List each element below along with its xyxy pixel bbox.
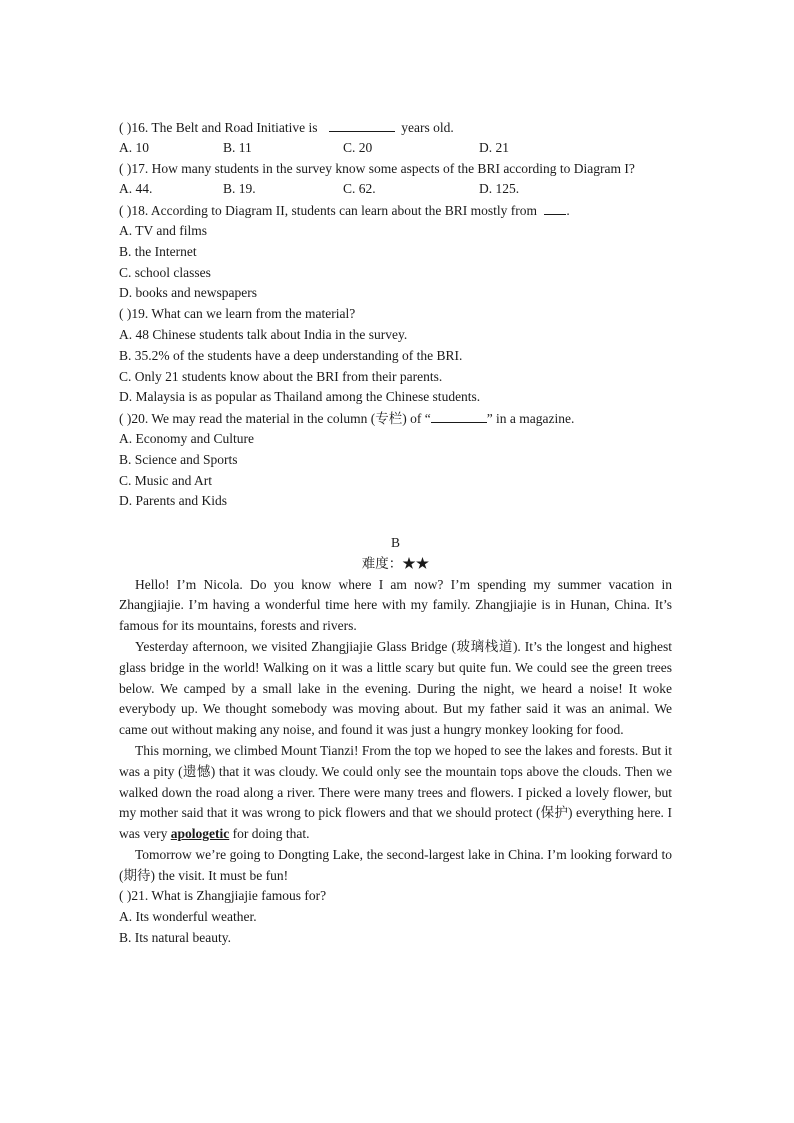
option-b: B. Science and Sports	[119, 451, 238, 467]
answer-blank	[329, 117, 395, 132]
option-d: D. Parents and Kids	[119, 493, 227, 509]
option-c: C. 20	[343, 139, 373, 155]
option-d: D. 21	[479, 139, 509, 155]
option-c: C. school classes	[119, 264, 211, 280]
option-a: A. 44.	[119, 181, 153, 197]
paragraph-text: This morning, we climbed Mount Tianzi! From the top we hoped to see the lakes and forests. But it was a pity (遗憾) that it was cloudy. We could only see the mountain tops above the clouds. Then we walked down the road along a river. There were many trees and flowers. I picked a lovely flower, but my mother said that it was wrong to pick flowers and that we should protect (保护) everything here. I was very	[119, 742, 672, 842]
option-b: B. 35.2% of the students have a deep understanding of the BRI.	[119, 347, 463, 363]
question-18	[119, 200, 672, 221]
passage-paragraph-1: Hello! I’m Nicola. Do you know where I am now? I’m spending my summer vacation in Zhangjiajie. I’m having a wonderful time here with my family. Zhangjiajie is in Hunan, China. It’s famous for its mountains, forests and rivers.	[119, 576, 672, 634]
option-b: B. 11	[223, 139, 252, 155]
question-20	[119, 408, 672, 429]
question-18-stem: ( )18. According to Diagram II, students can learn about the BRI mostly from	[119, 203, 538, 219]
paragraph-text-end: for doing that.	[229, 826, 310, 842]
passage-paragraph-2: Yesterday afternoon, we visited Zhangjiajie Glass Bridge (玻璃栈道). It’s the longest and highest glass bridge in the world! Walking on it was a little scary but quite fun. We could see the green trees below. We camped by a small lake in the evening. During the night, we heard a noise! It woke everybody up. We thought somebody was moving about. But my father said it was an animal. We came out without making any noise, and found it was just a hungry monkey looking for food.	[119, 638, 672, 738]
question-20-stem: ( )20. We may read the material in the column (专栏) of “	[119, 411, 431, 427]
question-20-stem-end: ” in a magazine.	[486, 411, 575, 427]
document-page	[119, 117, 672, 949]
option-c: C. Music and Art	[119, 472, 212, 488]
highlighted-word: apologetic	[170, 826, 230, 842]
option-a: A. Economy and Culture	[119, 430, 254, 446]
question-17-options	[119, 179, 672, 200]
section-heading: B	[390, 534, 400, 550]
question-21-stem: ( )21. What is Zhangjiajie famous for?	[119, 888, 327, 904]
option-c: C. Only 21 students know about the BRI from their parents.	[119, 368, 443, 384]
option-a: A. 10	[119, 139, 149, 155]
option-a: A. Its wonderful weather.	[119, 909, 257, 925]
option-b: B. the Internet	[119, 243, 197, 259]
question-17-stem: ( )17. How many students in the survey know some aspects of the BRI according to Diagram I?	[119, 160, 635, 176]
question-19-stem: ( )19. What can we learn from the material?	[119, 306, 356, 322]
option-d: D. Malaysia is as popular as Thailand among the Chinese students.	[119, 389, 481, 405]
option-d: D. books and newspapers	[119, 285, 257, 301]
option-a: A. 48 Chinese students talk about India in the survey.	[119, 326, 408, 342]
answer-blank	[544, 200, 566, 215]
question-16-options	[119, 138, 672, 159]
question-16-stem: ( )16. The Belt and Road Initiative is	[119, 120, 318, 135]
question-16	[119, 117, 672, 138]
question-16-stem-end: years old.	[401, 120, 454, 135]
option-d: D. 125.	[479, 181, 520, 197]
answer-blank	[431, 408, 487, 423]
passage-paragraph-3	[119, 741, 672, 845]
option-a: A. TV and films	[119, 222, 208, 238]
option-b: B. Its natural beauty.	[119, 930, 231, 946]
option-c: C. 62.	[343, 181, 376, 197]
question-18-stem-end: .	[566, 203, 570, 219]
difficulty-label: 难度：★★	[361, 555, 430, 571]
option-b: B. 19.	[223, 181, 256, 197]
passage-paragraph-4: Tomorrow we’re going to Dongting Lake, the second-largest lake in China. I’m looking forward to (期待) the visit. It must be fun!	[119, 846, 672, 883]
